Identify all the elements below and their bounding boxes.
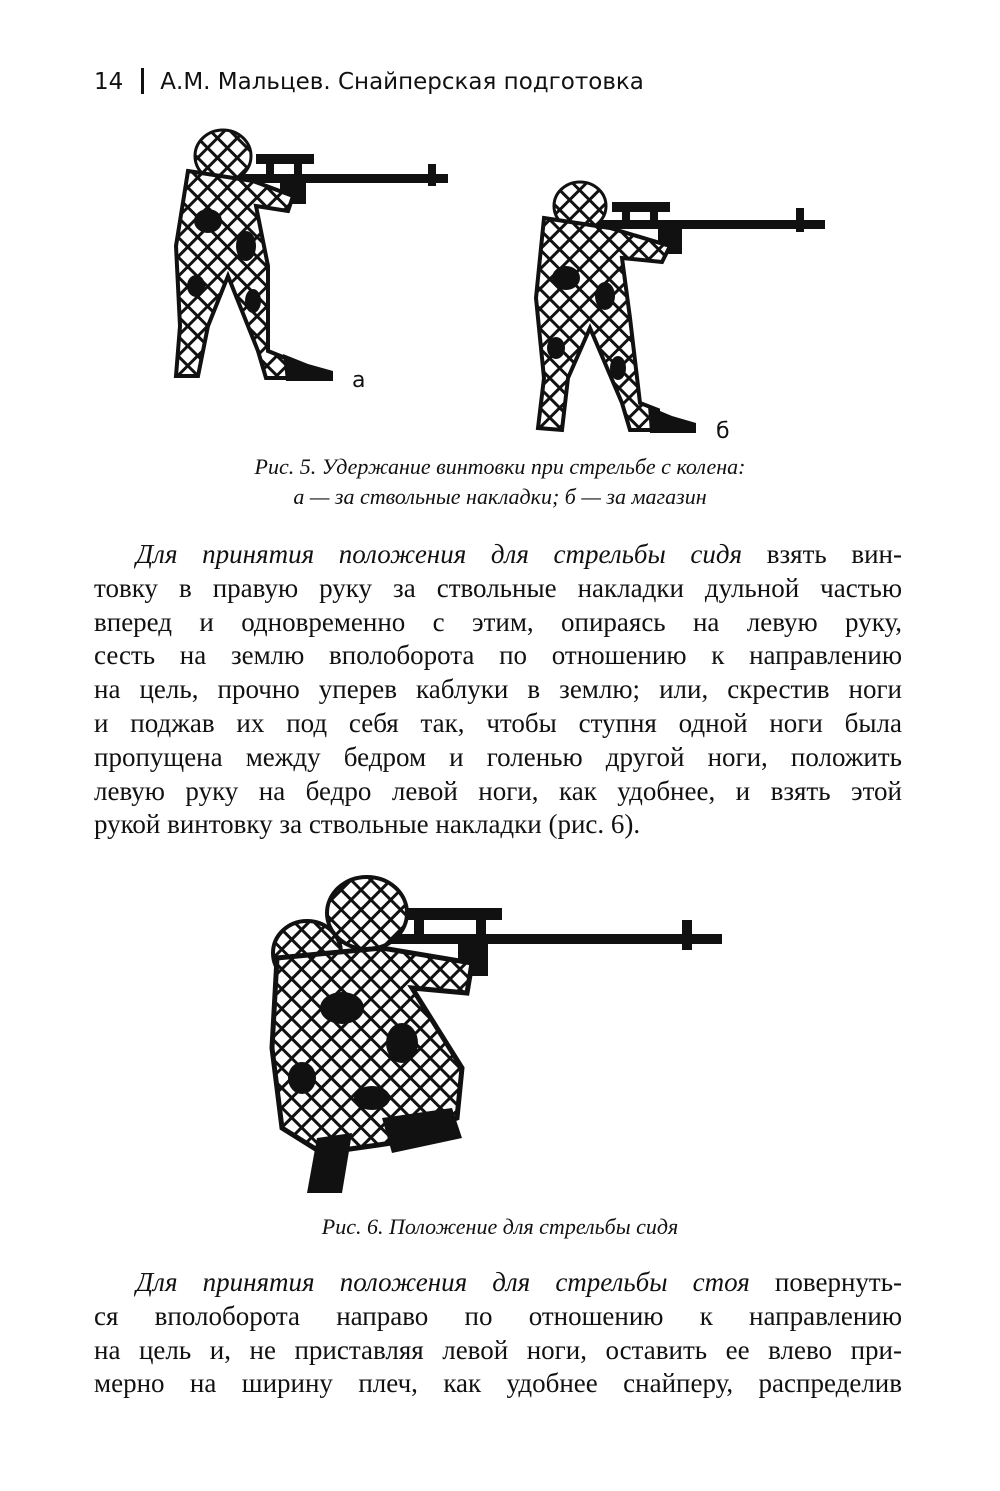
paragraph-2-line-1-rest: повернуть- [749,1267,903,1297]
paragraph-1-line-3: вперед и одновременно с этим, опираясь на левую руку, [94,606,902,637]
paragraph-2-lead-italic: Для принятия положения для стрельбы стоя [136,1267,750,1297]
paragraph-2-line-2: ся вполоборота направо по отношению к направлению [94,1300,902,1331]
figure-label-b: б [716,419,730,444]
figure-5a-kneeling-barrel-grip [168,126,468,391]
paragraph-1-line-2: товку в правую руку за ствольные накладки дульной частью [94,572,902,603]
paragraph-sitting-position [94,538,902,842]
paragraph-1-line-9: рукой винтовку за ствольные накладки (рис. 6). [94,809,641,840]
page-number: 14 [94,69,124,95]
paragraph-1-line-6: и поджав их под себя так, чтобы ступня одной ноги была [94,707,902,738]
paragraph-2-line-4: мерно на ширину плеч, как удобнее снайперу, распределив [94,1368,902,1399]
paragraph-1-lead-italic: Для принятия положения для стрельбы сидя [136,539,743,569]
running-header [94,62,874,102]
paragraph-1-line-1-rest: взять вин- [742,539,902,569]
paragraph-1-line-5: на цель, прочно уперев каблуки в землю; или, скрестив ноги [94,674,902,705]
figure-5-caption-line1: Рис. 5. Удержание винтовки при стрельбе с колена: [254,454,746,479]
figure-5-caption [120,452,880,512]
figure-6-caption: Рис. 6. Положение для стрельбы сидя [321,1214,679,1239]
paragraph-2-line-3: на цель и, не приставляя левой ноги, оставить ее влево при- [94,1334,902,1365]
figure-6-sitting-position [262,868,732,1203]
figure-label-a: а [352,368,366,393]
paragraph-2-line-1 [94,1266,902,1300]
figure-5b-kneeling-magazine-grip [530,178,830,443]
paragraph-1-line-4: сесть на землю вполоборота по отношению к направлению [94,640,902,671]
running-title: А.М. Мальцев. Снайперская подготовка [160,69,644,95]
paragraph-1-line-8: левую руку на бедро левой ноги, как удобнее, и взять этой [94,775,902,806]
paragraph-1-line-1 [94,538,902,572]
header-separator [141,68,144,94]
paragraph-1-line-7: пропущена между бедром и голенью другой ноги, положить [94,741,902,772]
figure-5-caption-line2: а — за ствольные накладки; б — за магазин [293,484,707,509]
paragraph-standing-position [94,1266,902,1401]
